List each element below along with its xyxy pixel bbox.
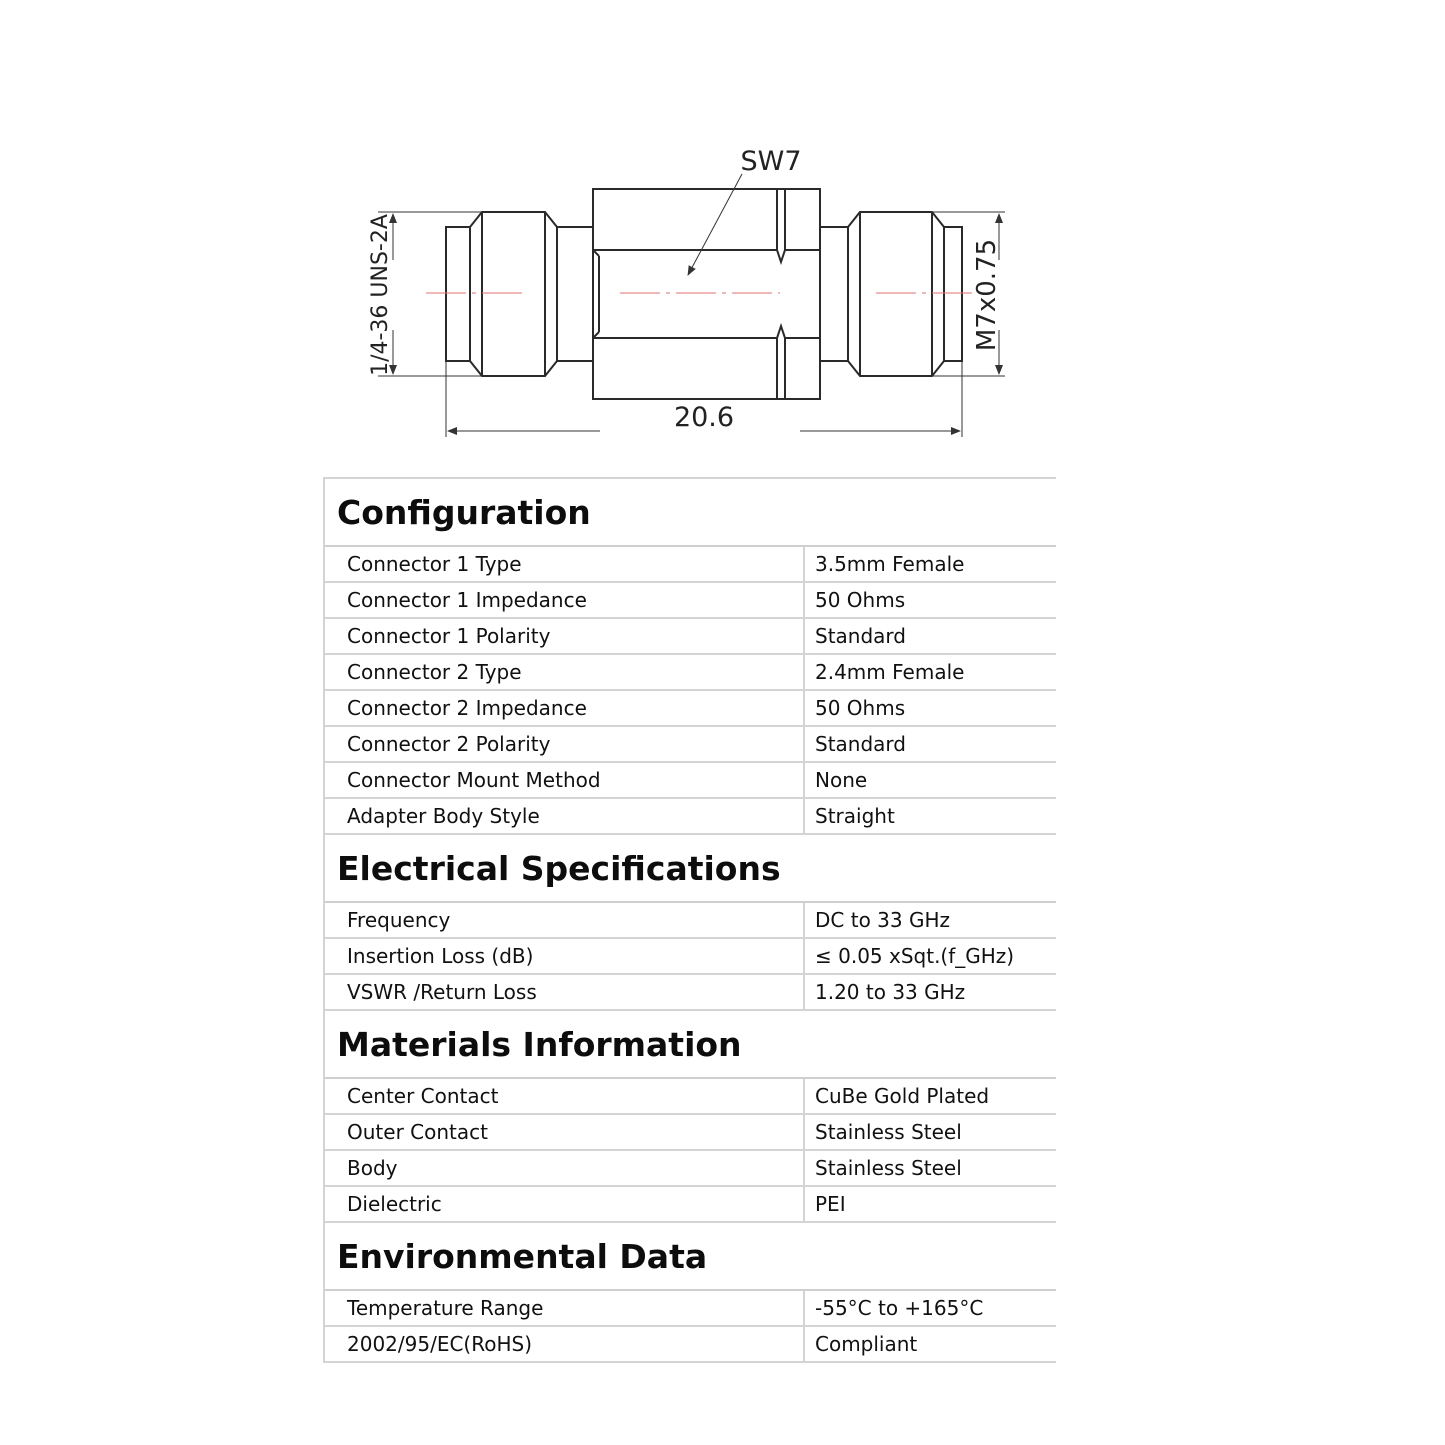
spec-value: None bbox=[815, 768, 868, 792]
section-title: Materials Information bbox=[325, 1011, 1056, 1079]
spec-value: 1.20 to 33 GHz bbox=[815, 980, 966, 1004]
spec-row bbox=[325, 1187, 1056, 1223]
spec-row bbox=[325, 903, 1056, 939]
length-dimension-label: 20.6 bbox=[673, 402, 735, 433]
spec-row bbox=[325, 691, 1056, 727]
spec-value: 50 Ohms bbox=[815, 696, 906, 720]
spec-value: 3.5mm Female bbox=[815, 552, 965, 576]
spec-row bbox=[325, 727, 1056, 763]
spec-value: Compliant bbox=[815, 1332, 918, 1356]
spec-row bbox=[325, 1115, 1056, 1151]
spec-label: Dielectric bbox=[325, 1187, 805, 1221]
spec-label: Connector 2 Polarity bbox=[325, 727, 805, 761]
spec-value: Stainless Steel bbox=[815, 1120, 962, 1144]
spec-row bbox=[325, 975, 1056, 1011]
spec-label: Connector 1 Polarity bbox=[325, 619, 805, 653]
spec-label: Insertion Loss (dB) bbox=[325, 939, 805, 973]
spec-row bbox=[325, 799, 1056, 835]
spec-row bbox=[325, 1327, 1056, 1363]
spec-row bbox=[325, 1151, 1056, 1187]
spec-row bbox=[325, 619, 1056, 655]
spec-row bbox=[325, 547, 1056, 583]
spec-label: Adapter Body Style bbox=[325, 799, 805, 833]
right-thread-label: M7x0.75 bbox=[972, 238, 1002, 352]
spec-value: Standard bbox=[815, 732, 906, 756]
spec-value: 2.4mm Female bbox=[815, 660, 965, 684]
spec-value: DC to 33 GHz bbox=[815, 908, 950, 932]
spec-value: Stainless Steel bbox=[815, 1156, 962, 1180]
spec-row bbox=[325, 763, 1056, 799]
spec-label: Frequency bbox=[325, 903, 805, 937]
spec-value: -55°C to +165°C bbox=[815, 1296, 984, 1320]
wrench-size-label: SW7 bbox=[740, 146, 802, 177]
spec-row bbox=[325, 1079, 1056, 1115]
spec-label: Temperature Range bbox=[325, 1291, 805, 1325]
adapter-outline bbox=[446, 189, 962, 399]
section-title: Environmental Data bbox=[325, 1223, 1056, 1291]
spec-label: Connector 2 Impedance bbox=[325, 691, 805, 725]
spec-label: Connector 2 Type bbox=[325, 655, 805, 689]
spec-value: ≤ 0.05 xSqt.(f_GHz) bbox=[815, 944, 1015, 968]
spec-label: Connector 1 Impedance bbox=[325, 583, 805, 617]
section-title: Electrical Specifications bbox=[325, 835, 1056, 903]
section-title: Configuration bbox=[325, 479, 1056, 547]
spec-table bbox=[323, 477, 1056, 1363]
spec-label: Center Contact bbox=[325, 1079, 805, 1113]
dimension-lines bbox=[378, 174, 1005, 437]
spec-value: PEI bbox=[815, 1192, 846, 1216]
spec-label: VSWR /Return Loss bbox=[325, 975, 805, 1009]
spec-value: CuBe Gold Plated bbox=[815, 1084, 990, 1108]
left-thread-label: 1/4-36 UNS-2A bbox=[368, 214, 393, 376]
spec-label: Outer Contact bbox=[325, 1115, 805, 1149]
spec-label: 2002/95/EC(RoHS) bbox=[325, 1327, 805, 1361]
spec-value: Standard bbox=[815, 624, 906, 648]
spec-label: Connector Mount Method bbox=[325, 763, 805, 797]
spec-label: Body bbox=[325, 1151, 805, 1185]
spec-row bbox=[325, 939, 1056, 975]
spec-row bbox=[325, 655, 1056, 691]
adapter-technical-drawing bbox=[0, 0, 1445, 470]
spec-row bbox=[325, 583, 1056, 619]
spec-value: 50 Ohms bbox=[815, 588, 906, 612]
spec-label: Connector 1 Type bbox=[325, 547, 805, 581]
spec-row bbox=[325, 1291, 1056, 1327]
spec-value: Straight bbox=[815, 804, 895, 828]
